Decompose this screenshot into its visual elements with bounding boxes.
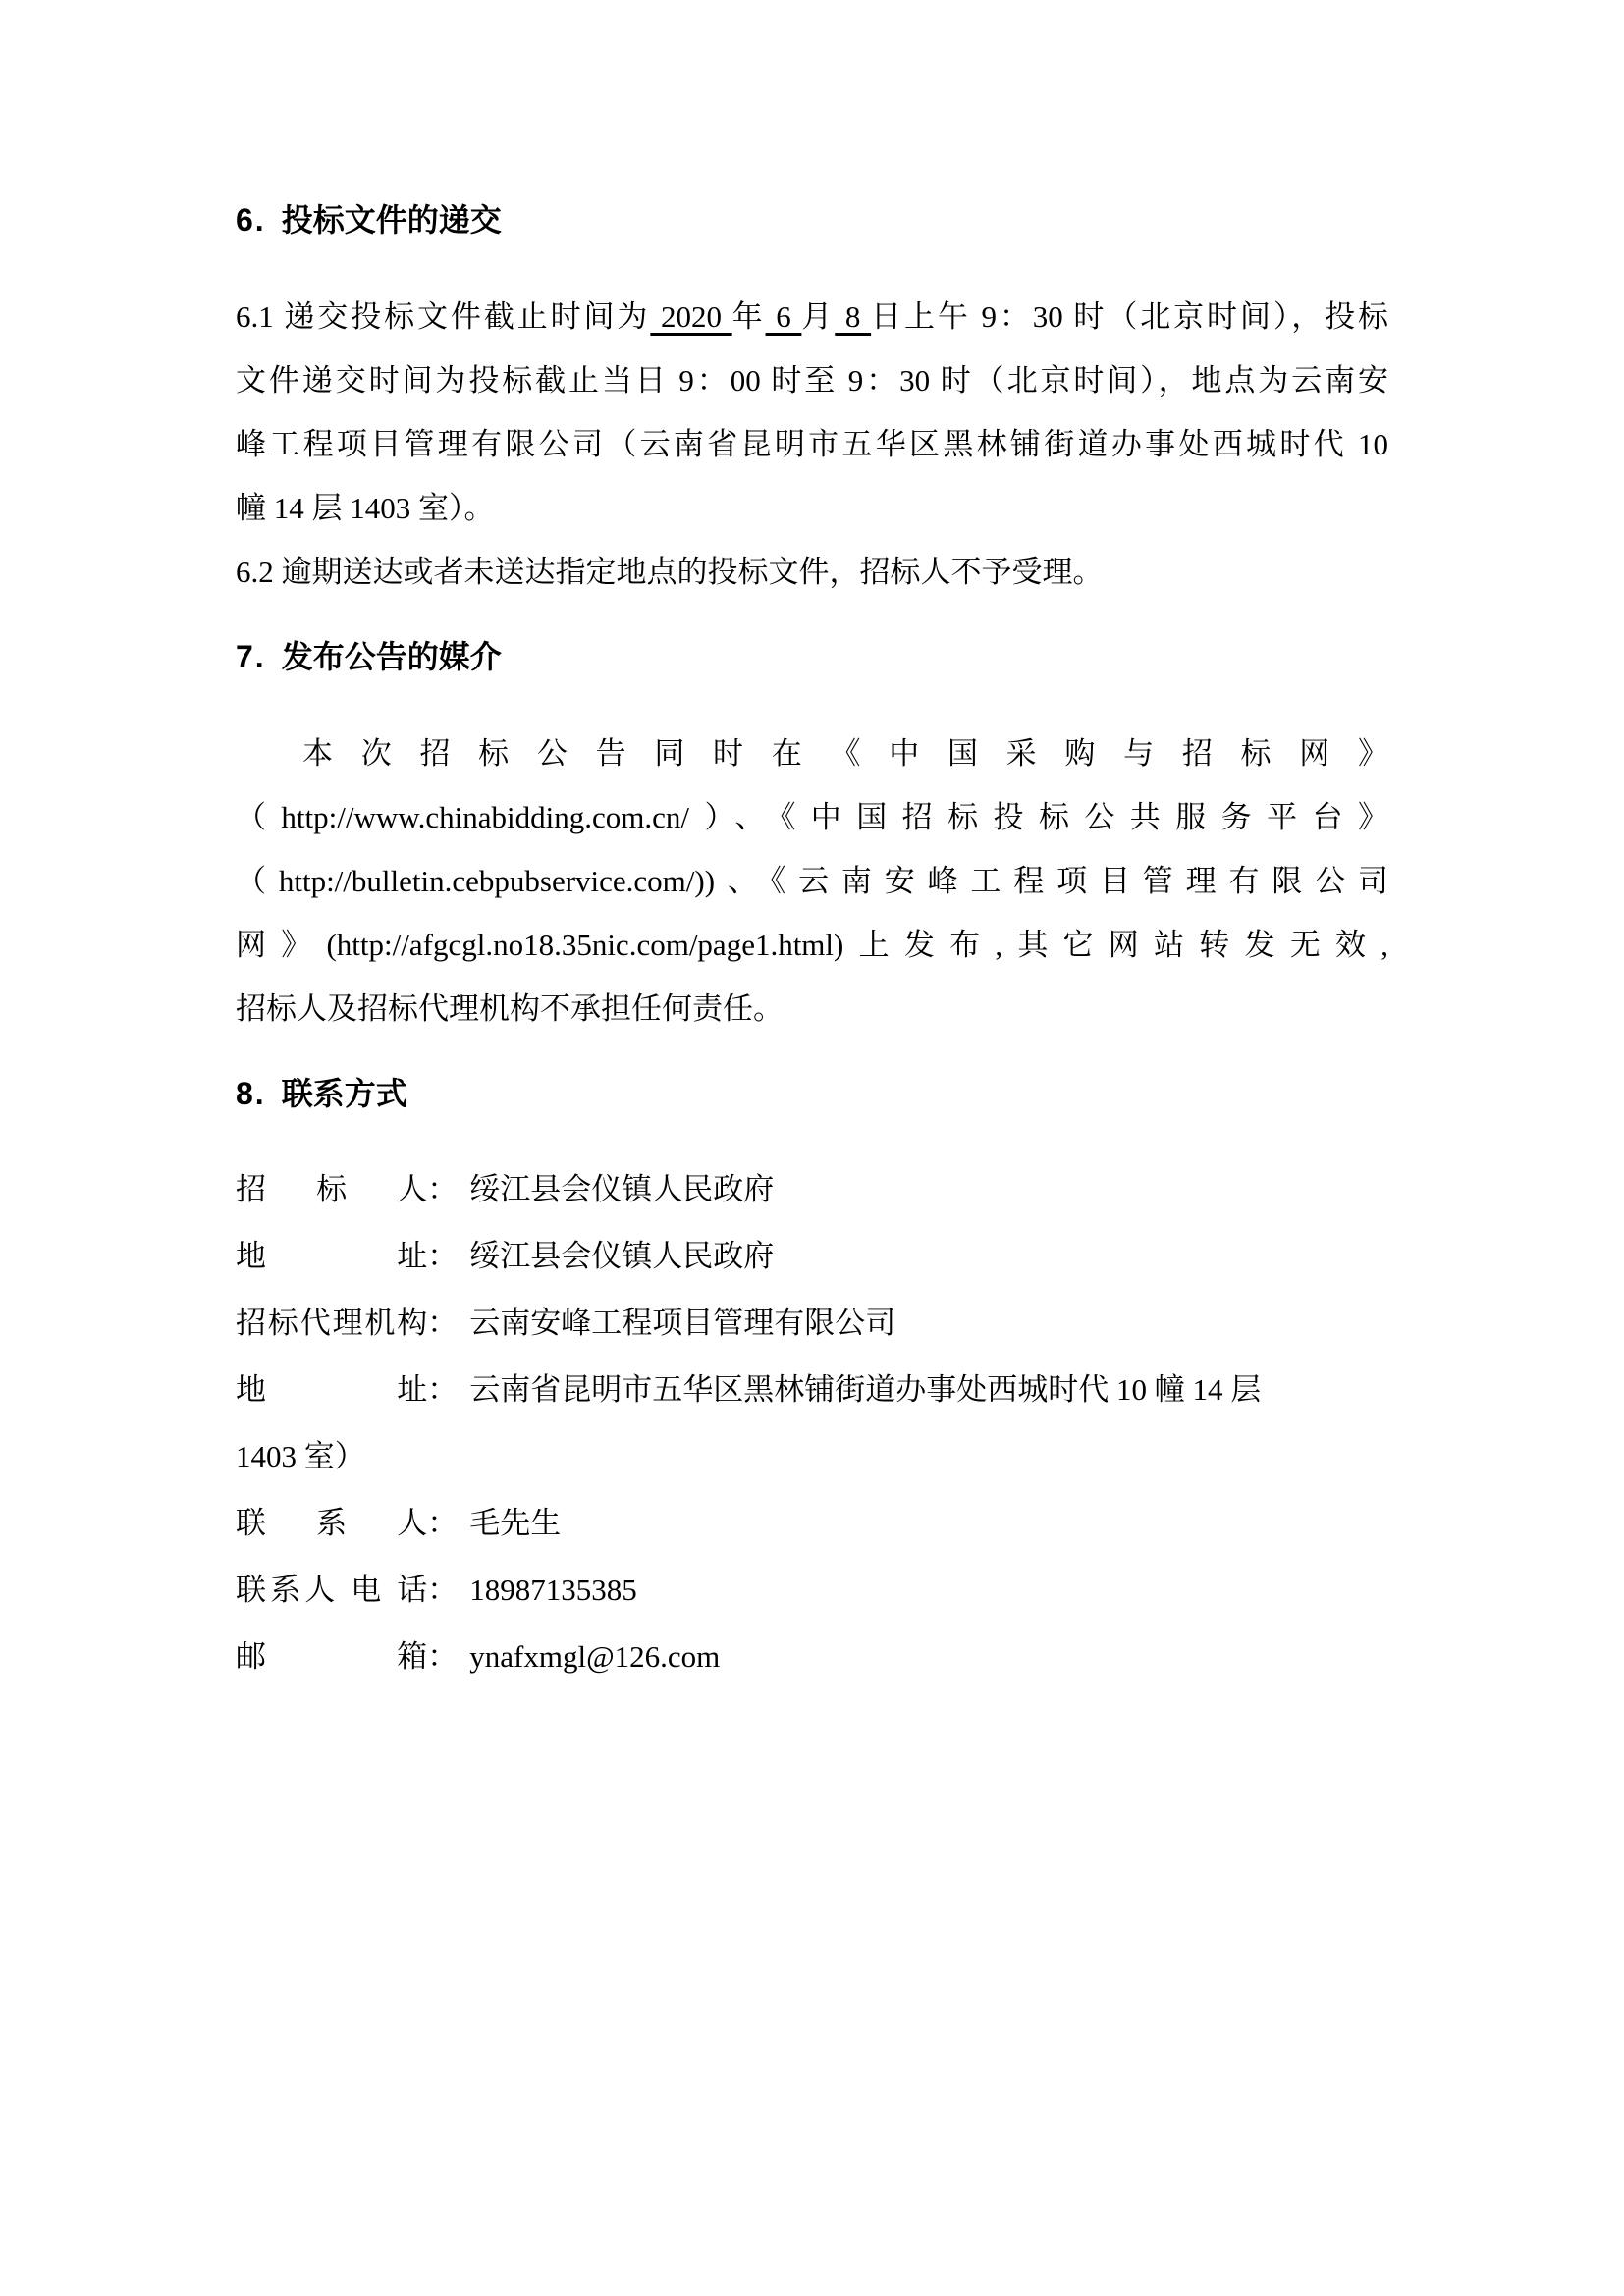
contact-value: 云南省昆明市五华区黑林铺街道办事处西城时代 10 幢 14 层 xyxy=(469,1372,1262,1407)
contact-value: 1403 室） xyxy=(236,1439,365,1473)
contact-label: 地 址 xyxy=(236,1372,428,1407)
heading-number: 6. xyxy=(236,202,266,238)
contact-label: 邮 箱 xyxy=(236,1639,428,1674)
contact-label: 地 址 xyxy=(236,1239,428,1273)
contact-value: 绥江县会仪镇人民政府 xyxy=(469,1239,775,1273)
section-8-heading xyxy=(236,1070,1388,1117)
contact-label: 联 系 人 xyxy=(236,1506,428,1540)
paragraph-6-1 xyxy=(236,285,1388,540)
section-6-heading xyxy=(236,196,1388,243)
contact-value: 绥江县会仪镇人民政府 xyxy=(469,1172,775,1206)
contact-list xyxy=(236,1156,1388,1690)
text-line: 文件递交时间为投标截止当日 9：00 时至 9：30 时（北京时间），地点为云南安 xyxy=(236,363,1388,398)
contact-row-person xyxy=(236,1490,1388,1557)
contact-row-address-continuation xyxy=(236,1423,1388,1490)
text-line: （http://www.chinabidding.com.cn/）、《中国招标投标公共服务平台》 xyxy=(236,800,1388,834)
contact-colon: ： xyxy=(427,1639,459,1674)
contact-value: 云南安峰工程项目管理有限公司 xyxy=(469,1306,896,1340)
section-6 xyxy=(236,196,1388,604)
contact-value: 毛先生 xyxy=(469,1506,562,1540)
section-7 xyxy=(236,633,1388,1041)
text-line: 本次招标公告同时在《中国采购与招标网》 xyxy=(302,736,1388,771)
section-7-heading xyxy=(236,633,1388,680)
text-line: 6.2 逾期送达或者未送达指定地点的投标文件，招标人不予受理。 xyxy=(236,555,1104,589)
text-line: 招标人及招标代理机构不承担任何责任。 xyxy=(236,991,784,1026)
contact-row-email xyxy=(236,1624,1388,1690)
heading-title: 联系方式 xyxy=(281,1076,407,1111)
contact-colon: ： xyxy=(427,1372,459,1407)
section-8 xyxy=(236,1070,1388,1690)
paragraph-7 xyxy=(236,721,1388,1041)
contact-value: 18987135385 xyxy=(469,1573,637,1607)
contact-colon: ： xyxy=(427,1239,459,1273)
text-line: 幢 14 层 1403 室）。 xyxy=(236,491,495,525)
text-line: 6.1 递交投标文件截止时间为 2020 年 6 月 8 日上午 9：30 时（北京时间），投标 xyxy=(236,299,1389,334)
text-line: （http://bulletin.cebpubservice.com/))、《云南安峰工程项目管理有限公司 xyxy=(236,864,1388,898)
contact-colon: ： xyxy=(427,1306,459,1340)
contact-label: 招标代理机构 xyxy=(236,1306,428,1340)
heading-number: 8. xyxy=(236,1076,266,1111)
contact-label: 招 标 人 xyxy=(236,1172,428,1206)
contact-row-agency-address xyxy=(236,1357,1388,1423)
contact-colon: ： xyxy=(427,1506,459,1540)
contact-row-tenderer xyxy=(236,1156,1388,1223)
text-line: 网》(http://afgcgl.no18.35nic.com/page1.html)上发布,其它网站转发无效, xyxy=(236,928,1388,962)
contact-row-phone xyxy=(236,1557,1388,1624)
contact-value: ynafxmgl@126.com xyxy=(469,1639,721,1674)
contact-colon: ： xyxy=(427,1172,459,1206)
text-line: 峰工程项目管理有限公司（云南省昆明市五华区黑林铺街道办事处西城时代 10 xyxy=(236,427,1388,461)
heading-number: 7. xyxy=(236,639,266,674)
heading-title: 投标文件的递交 xyxy=(281,202,502,238)
contact-label: 联系人 电 话 xyxy=(236,1573,428,1607)
contact-colon: ： xyxy=(427,1573,459,1607)
contact-row-address xyxy=(236,1223,1388,1290)
heading-title: 发布公告的媒介 xyxy=(281,639,502,674)
paragraph-6-2 xyxy=(236,540,1388,604)
contact-row-agency xyxy=(236,1290,1388,1357)
